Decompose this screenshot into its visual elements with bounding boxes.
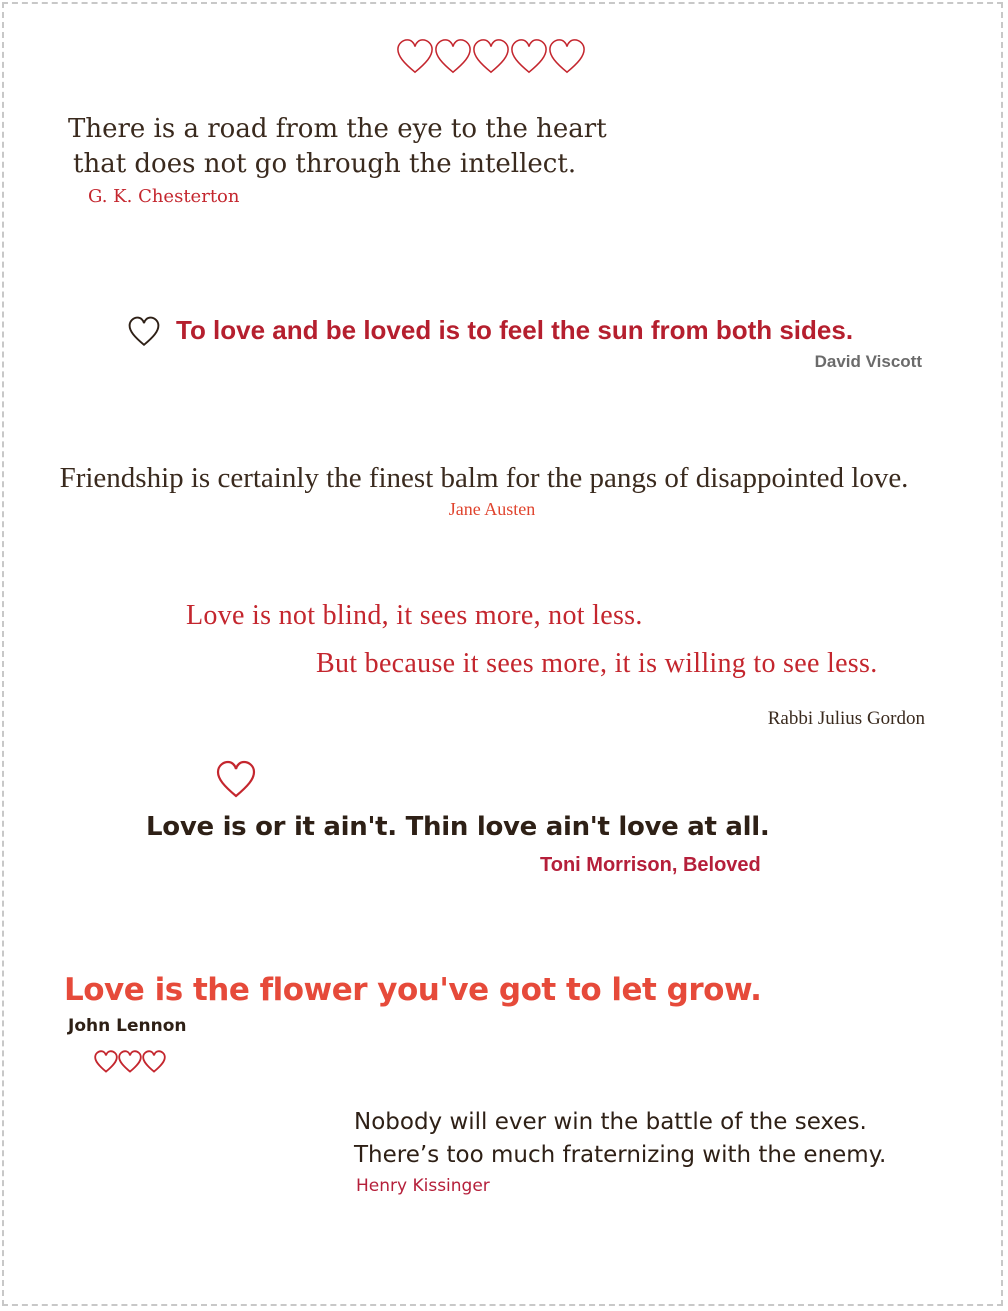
heart-outline-icon: [548, 38, 586, 76]
heart-outline-icon: [118, 1050, 142, 1074]
quote-line: that does not go through the intellect.: [73, 149, 577, 179]
top-hearts: [396, 38, 586, 76]
heart-outline-icon: [128, 316, 160, 352]
quote-author: Jane Austen: [448, 499, 536, 519]
quote-viscott: To love and be loved is to feel the sun from both sides.: [176, 315, 854, 345]
quote-austen: Friendship is certainly the finest balm for the pangs of disappointed love.: [59, 462, 909, 494]
quote-line: There is a road from the eye to the heart: [68, 114, 607, 144]
heart-outline-icon: [396, 38, 434, 76]
quote-lennon: Love is the flower you've got to let grow.: [64, 972, 762, 1008]
quote-author: Rabbi Julius Gordon: [767, 708, 925, 729]
heart-outline-icon: [94, 1050, 118, 1074]
quote-kissinger: [354, 1106, 886, 1172]
quote-gordon-line-1: Love is not blind, it sees more, not less.: [186, 600, 643, 631]
quote-author: Toni Morrison, Beloved: [540, 854, 761, 876]
heart-outline-icon: [142, 1050, 166, 1074]
quote-gordon-line-2: But because it sees more, it is willing to see less.: [316, 648, 878, 679]
heart-outline-icon: [434, 38, 472, 76]
heart-outline-icon: [216, 760, 256, 804]
quote-author: Henry Kissinger: [356, 1176, 490, 1196]
quote-line: Nobody will ever win the battle of the sexes.: [354, 1109, 867, 1135]
small-hearts: [94, 1050, 166, 1074]
quote-line: There’s too much fraternizing with the enemy.: [354, 1142, 887, 1168]
quote-morrison: Love is or it ain't. Thin love ain't love at all.: [146, 812, 770, 842]
quote-author: G. K. Chesterton: [88, 186, 240, 207]
quote-author: John Lennon: [68, 1016, 187, 1036]
quote-chesterton: [68, 112, 607, 182]
quote-author: David Viscott: [814, 352, 922, 371]
heart-outline-icon: [472, 38, 510, 76]
heart-outline-icon: [510, 38, 548, 76]
